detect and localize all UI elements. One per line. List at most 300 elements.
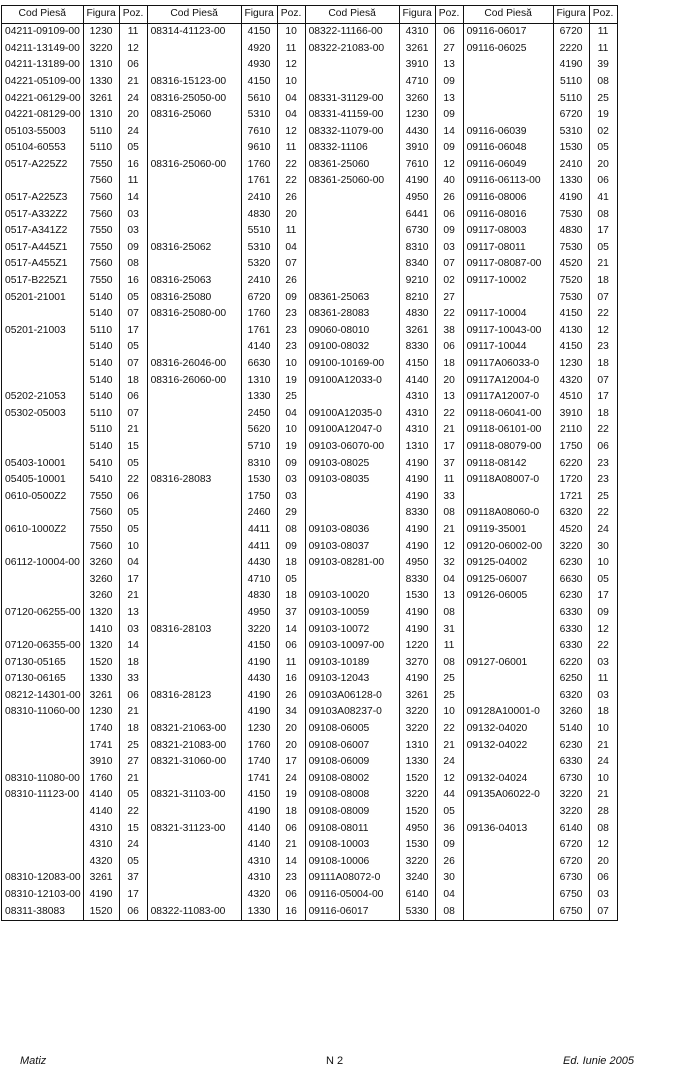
part-code-cell xyxy=(305,223,399,240)
position-cell: 41 xyxy=(589,190,617,207)
figure-cell: 2110 xyxy=(553,422,589,439)
part-code-cell: 09108-10006 xyxy=(305,854,399,871)
position-cell: 03 xyxy=(119,223,147,240)
position-cell: 13 xyxy=(119,605,147,622)
position-cell: 23 xyxy=(277,323,305,340)
figure-cell: 6330 xyxy=(553,605,589,622)
part-code-cell: 09116-06049 xyxy=(463,157,553,174)
part-code-cell: 08332-11079-00 xyxy=(305,124,399,141)
part-code-cell xyxy=(305,256,399,273)
figure-cell: 4190 xyxy=(553,190,589,207)
part-code-cell: 09118-08142 xyxy=(463,455,553,472)
position-cell: 21 xyxy=(119,588,147,605)
part-code-cell xyxy=(463,903,553,920)
position-cell: 26 xyxy=(435,190,463,207)
figure-cell: 4150 xyxy=(241,638,277,655)
position-cell: 12 xyxy=(119,41,147,58)
figure-cell: 6230 xyxy=(553,738,589,755)
figure-cell: 4190 xyxy=(399,605,435,622)
part-code-cell: 07120-06255-00 xyxy=(2,605,84,622)
figure-cell: 4520 xyxy=(553,256,589,273)
part-code-cell: 09111A08072-0 xyxy=(305,870,399,887)
position-cell: 03 xyxy=(119,621,147,638)
part-code-cell xyxy=(147,638,241,655)
part-code-cell xyxy=(463,57,553,74)
figure-cell: 1760 xyxy=(241,738,277,755)
part-code-cell: 09118-08079-00 xyxy=(463,439,553,456)
figure-cell: 4140 xyxy=(399,372,435,389)
part-code-cell: 09119-35001 xyxy=(463,522,553,539)
position-cell: 21 xyxy=(277,837,305,854)
position-cell: 18 xyxy=(119,655,147,672)
position-cell: 22 xyxy=(589,422,617,439)
figure-cell: 2220 xyxy=(553,41,589,58)
part-code-cell: 09103-08035 xyxy=(305,472,399,489)
position-cell: 24 xyxy=(119,124,147,141)
position-cell: 06 xyxy=(119,903,147,920)
figure-cell: 7560 xyxy=(83,256,119,273)
position-cell: 07 xyxy=(589,290,617,307)
part-code-cell: 08321-31123-00 xyxy=(147,821,241,838)
position-cell: 11 xyxy=(277,655,305,672)
position-cell: 25 xyxy=(435,688,463,705)
part-code-cell: 09103-08281-00 xyxy=(305,555,399,572)
table-row xyxy=(2,372,618,389)
figure-cell: 5310 xyxy=(241,107,277,124)
position-cell: 03 xyxy=(589,688,617,705)
part-code-cell: 09126-06005 xyxy=(463,588,553,605)
figure-cell: 1761 xyxy=(241,323,277,340)
part-code-cell xyxy=(305,489,399,506)
figure-cell: 3261 xyxy=(399,41,435,58)
part-code-cell xyxy=(147,256,241,273)
part-code-cell xyxy=(305,74,399,91)
table-row xyxy=(2,837,618,854)
position-cell: 17 xyxy=(119,323,147,340)
figure-cell: 1760 xyxy=(241,306,277,323)
part-code-cell: 0517-B225Z1 xyxy=(2,273,84,290)
part-code-cell xyxy=(147,771,241,788)
figure-cell: 1740 xyxy=(241,754,277,771)
part-code-cell xyxy=(305,240,399,257)
part-code-cell xyxy=(305,389,399,406)
part-code-cell xyxy=(2,306,84,323)
figure-cell: 7530 xyxy=(553,240,589,257)
part-code-cell xyxy=(147,655,241,672)
position-cell: 07 xyxy=(119,406,147,423)
position-cell: 26 xyxy=(277,273,305,290)
part-code-cell: 09103-10059 xyxy=(305,605,399,622)
header-figura: Figura xyxy=(399,6,435,24)
part-code-cell: 09117-10044 xyxy=(463,339,553,356)
figure-cell: 2450 xyxy=(241,406,277,423)
figure-cell: 6220 xyxy=(553,655,589,672)
part-code-cell: 09117A12007-0 xyxy=(463,389,553,406)
figure-cell: 5410 xyxy=(83,472,119,489)
figure-cell: 1530 xyxy=(399,837,435,854)
position-cell: 13 xyxy=(435,588,463,605)
figure-cell: 5110 xyxy=(83,406,119,423)
figure-cell: 3220 xyxy=(399,721,435,738)
figure-cell: 5320 xyxy=(241,256,277,273)
figure-cell: 1410 xyxy=(83,621,119,638)
position-cell: 05 xyxy=(119,339,147,356)
figure-cell: 1750 xyxy=(241,489,277,506)
position-cell: 30 xyxy=(589,538,617,555)
figure-cell: 4710 xyxy=(241,572,277,589)
position-cell: 06 xyxy=(119,57,147,74)
part-code-cell xyxy=(2,588,84,605)
part-code-cell: 08321-31060-00 xyxy=(147,754,241,771)
table-row xyxy=(2,655,618,672)
part-code-cell xyxy=(463,605,553,622)
part-code-cell: 09116-06025 xyxy=(463,41,553,58)
position-cell: 06 xyxy=(277,821,305,838)
figure-cell: 4430 xyxy=(399,124,435,141)
part-code-cell xyxy=(463,870,553,887)
position-cell: 06 xyxy=(589,870,617,887)
figure-cell: 6220 xyxy=(553,455,589,472)
figure-cell: 9610 xyxy=(241,140,277,157)
table-row xyxy=(2,588,618,605)
figure-cell: 1741 xyxy=(83,738,119,755)
position-cell: 10 xyxy=(589,721,617,738)
position-cell: 14 xyxy=(277,621,305,638)
figure-cell: 6230 xyxy=(553,555,589,572)
figure-cell: 6750 xyxy=(553,887,589,904)
figure-cell: 7610 xyxy=(399,157,435,174)
position-cell: 27 xyxy=(435,290,463,307)
position-cell: 07 xyxy=(589,903,617,920)
position-cell: 18 xyxy=(435,356,463,373)
figure-cell: 8330 xyxy=(399,339,435,356)
figure-cell: 1530 xyxy=(553,140,589,157)
table-row xyxy=(2,90,618,107)
part-code-cell: 08316-15123-00 xyxy=(147,74,241,91)
position-cell: 22 xyxy=(589,306,617,323)
figure-cell: 3910 xyxy=(399,140,435,157)
figure-cell: 3260 xyxy=(83,588,119,605)
part-code-cell xyxy=(147,323,241,340)
part-code-cell: 09103-10097-00 xyxy=(305,638,399,655)
part-code-cell: 08310-11080-00 xyxy=(2,771,84,788)
part-code-cell xyxy=(2,837,84,854)
parts-table xyxy=(1,5,618,921)
figure-cell: 7560 xyxy=(83,207,119,224)
figure-cell: 6730 xyxy=(399,223,435,240)
position-cell: 06 xyxy=(589,439,617,456)
table-row xyxy=(2,406,618,423)
figure-cell: 4140 xyxy=(241,837,277,854)
figure-cell: 5110 xyxy=(553,90,589,107)
table-row xyxy=(2,422,618,439)
table-row xyxy=(2,157,618,174)
figure-cell: 1310 xyxy=(399,738,435,755)
figure-cell: 3220 xyxy=(241,621,277,638)
part-code-cell xyxy=(147,41,241,58)
position-cell: 20 xyxy=(589,854,617,871)
figure-cell: 5710 xyxy=(241,439,277,456)
figure-cell: 7560 xyxy=(83,173,119,190)
part-code-cell xyxy=(2,173,84,190)
part-code-cell xyxy=(2,621,84,638)
position-cell: 22 xyxy=(589,505,617,522)
position-cell: 10 xyxy=(277,74,305,91)
table-row xyxy=(2,854,618,871)
part-code-cell: 09116-05004-00 xyxy=(305,887,399,904)
part-code-cell: 08316-25050-00 xyxy=(147,90,241,107)
figure-cell: 1310 xyxy=(241,372,277,389)
table-row xyxy=(2,173,618,190)
figure-cell: 1520 xyxy=(399,771,435,788)
part-code-cell: 08331-41159-00 xyxy=(305,107,399,124)
figure-cell: 3220 xyxy=(399,704,435,721)
figure-cell: 6720 xyxy=(553,24,589,41)
position-cell: 18 xyxy=(277,804,305,821)
position-cell: 04 xyxy=(119,555,147,572)
figure-cell: 4930 xyxy=(241,57,277,74)
figure-cell: 4310 xyxy=(399,422,435,439)
position-cell: 40 xyxy=(435,173,463,190)
part-code-cell xyxy=(305,190,399,207)
position-cell: 04 xyxy=(277,406,305,423)
figure-cell: 7550 xyxy=(83,240,119,257)
position-cell: 26 xyxy=(277,688,305,705)
figure-cell: 6320 xyxy=(553,505,589,522)
position-cell: 09 xyxy=(119,240,147,257)
position-cell: 06 xyxy=(119,389,147,406)
figure-cell: 4140 xyxy=(83,804,119,821)
figure-cell: 4150 xyxy=(241,74,277,91)
position-cell: 10 xyxy=(277,24,305,41)
part-code-cell: 09118A08007-0 xyxy=(463,472,553,489)
position-cell: 11 xyxy=(277,223,305,240)
part-code-cell: 0517-A225Z3 xyxy=(2,190,84,207)
position-cell: 10 xyxy=(277,422,305,439)
figure-cell: 4150 xyxy=(553,306,589,323)
part-code-cell: 09108-08011 xyxy=(305,821,399,838)
part-code-cell: 09118A08060-0 xyxy=(463,505,553,522)
part-code-cell: 05202-21053 xyxy=(2,389,84,406)
table-row xyxy=(2,887,618,904)
figure-cell: 1310 xyxy=(83,57,119,74)
figure-cell: 5110 xyxy=(83,422,119,439)
position-cell: 11 xyxy=(119,24,147,41)
figure-cell: 4320 xyxy=(553,372,589,389)
figure-cell: 4190 xyxy=(241,704,277,721)
table-row xyxy=(2,555,618,572)
part-code-cell: 04211-13189-00 xyxy=(2,57,84,74)
part-code-cell xyxy=(463,74,553,91)
part-code-cell: 09116-06048 xyxy=(463,140,553,157)
position-cell: 32 xyxy=(435,555,463,572)
position-cell: 31 xyxy=(435,621,463,638)
figure-cell: 4830 xyxy=(241,588,277,605)
part-code-cell xyxy=(2,738,84,755)
part-code-cell: 09100A12033-0 xyxy=(305,372,399,389)
figure-cell: 1520 xyxy=(83,655,119,672)
position-cell: 24 xyxy=(119,837,147,854)
position-cell: 02 xyxy=(435,273,463,290)
part-code-cell xyxy=(305,572,399,589)
part-code-cell: 08310-12103-00 xyxy=(2,887,84,904)
position-cell: 22 xyxy=(435,406,463,423)
part-code-cell: 09117-08003 xyxy=(463,223,553,240)
position-cell: 05 xyxy=(119,787,147,804)
part-code-cell: 07120-06355-00 xyxy=(2,638,84,655)
position-cell: 34 xyxy=(277,704,305,721)
figure-cell: 3261 xyxy=(399,688,435,705)
table-row xyxy=(2,439,618,456)
figure-cell: 5110 xyxy=(83,323,119,340)
part-code-cell: 09060-08010 xyxy=(305,323,399,340)
part-code-cell: 09132-04020 xyxy=(463,721,553,738)
part-code-cell: 08316-25080 xyxy=(147,290,241,307)
figure-cell: 1220 xyxy=(399,638,435,655)
position-cell: 16 xyxy=(277,903,305,920)
table-row xyxy=(2,140,618,157)
position-cell: 18 xyxy=(589,273,617,290)
part-code-cell xyxy=(463,837,553,854)
part-code-cell: 04221-06129-00 xyxy=(2,90,84,107)
table-row xyxy=(2,207,618,224)
part-code-cell: 08322-11083-00 xyxy=(147,903,241,920)
part-code-cell xyxy=(147,837,241,854)
part-code-cell: 0517-A341Z2 xyxy=(2,223,84,240)
position-cell: 07 xyxy=(119,306,147,323)
figure-cell: 6230 xyxy=(553,588,589,605)
figure-cell: 7550 xyxy=(83,489,119,506)
position-cell: 04 xyxy=(277,240,305,257)
figure-cell: 1320 xyxy=(83,638,119,655)
part-code-cell: 08321-21083-00 xyxy=(147,738,241,755)
figure-cell: 4411 xyxy=(241,538,277,555)
figure-cell: 4830 xyxy=(241,207,277,224)
part-code-cell: 09100A12035-0 xyxy=(305,406,399,423)
position-cell: 12 xyxy=(589,323,617,340)
position-cell: 12 xyxy=(589,621,617,638)
figure-cell: 5140 xyxy=(83,339,119,356)
position-cell: 38 xyxy=(435,323,463,340)
part-code-cell: 09100-08032 xyxy=(305,339,399,356)
part-code-cell: 08321-21063-00 xyxy=(147,721,241,738)
position-cell: 04 xyxy=(277,90,305,107)
figure-cell: 4510 xyxy=(553,389,589,406)
part-code-cell: 05201-21001 xyxy=(2,290,84,307)
header-poz: Poz. xyxy=(119,6,147,24)
position-cell: 20 xyxy=(435,372,463,389)
table-row xyxy=(2,738,618,755)
figure-cell: 6330 xyxy=(553,621,589,638)
table-row xyxy=(2,472,618,489)
part-code-cell xyxy=(2,505,84,522)
figure-cell: 3261 xyxy=(399,323,435,340)
table-row xyxy=(2,290,618,307)
part-code-cell: 08310-11123-00 xyxy=(2,787,84,804)
position-cell: 15 xyxy=(119,439,147,456)
figure-cell: 5330 xyxy=(399,903,435,920)
part-code-cell: 07130-05165 xyxy=(2,655,84,672)
figure-cell: 5110 xyxy=(553,74,589,91)
part-code-cell: 09116-06113-00 xyxy=(463,173,553,190)
table-row xyxy=(2,704,618,721)
position-cell: 23 xyxy=(277,339,305,356)
table-row xyxy=(2,223,618,240)
position-cell: 20 xyxy=(277,721,305,738)
figure-cell: 3220 xyxy=(399,854,435,871)
part-code-cell: 05103-55003 xyxy=(2,124,84,141)
figure-cell: 6720 xyxy=(553,854,589,871)
figure-cell: 8310 xyxy=(399,240,435,257)
table-row xyxy=(2,107,618,124)
figure-cell: 5140 xyxy=(83,290,119,307)
figure-cell: 4950 xyxy=(399,190,435,207)
position-cell: 08 xyxy=(435,903,463,920)
part-code-cell: 09103-08036 xyxy=(305,522,399,539)
part-code-cell: 0517-A332Z2 xyxy=(2,207,84,224)
part-code-cell xyxy=(147,190,241,207)
part-code-cell: 08322-11166-00 xyxy=(305,24,399,41)
figure-cell: 4950 xyxy=(399,821,435,838)
part-code-cell: 08361-25063 xyxy=(305,290,399,307)
figure-cell: 7520 xyxy=(553,273,589,290)
part-code-cell: 08331-31129-00 xyxy=(305,90,399,107)
footer-edition: Ed. Iunie 2005 xyxy=(563,1055,634,1067)
part-code-cell: 09127-06001 xyxy=(463,655,553,672)
part-code-cell: 09125-06007 xyxy=(463,572,553,589)
figure-cell: 4310 xyxy=(399,24,435,41)
figure-cell: 1320 xyxy=(83,605,119,622)
figure-cell: 1330 xyxy=(241,903,277,920)
table-row xyxy=(2,621,618,638)
figure-cell: 1230 xyxy=(83,704,119,721)
position-cell: 04 xyxy=(435,887,463,904)
position-cell: 09 xyxy=(435,107,463,124)
figure-cell: 6320 xyxy=(553,688,589,705)
part-code-cell xyxy=(463,754,553,771)
table-row xyxy=(2,804,618,821)
position-cell: 07 xyxy=(277,256,305,273)
figure-cell: 1520 xyxy=(399,804,435,821)
part-code-cell xyxy=(147,406,241,423)
position-cell: 33 xyxy=(119,671,147,688)
figure-cell: 1750 xyxy=(553,439,589,456)
part-code-cell: 09108-08002 xyxy=(305,771,399,788)
figure-cell: 6630 xyxy=(241,356,277,373)
table-row xyxy=(2,489,618,506)
part-code-cell xyxy=(2,356,84,373)
part-code-cell: 09103-10189 xyxy=(305,655,399,672)
part-code-cell: 09103A06128-0 xyxy=(305,688,399,705)
table-row xyxy=(2,721,618,738)
position-cell: 08 xyxy=(277,522,305,539)
position-cell: 19 xyxy=(589,107,617,124)
part-code-cell: 08361-28083 xyxy=(305,306,399,323)
figure-cell: 4190 xyxy=(553,57,589,74)
position-cell: 18 xyxy=(277,555,305,572)
position-cell: 08 xyxy=(435,505,463,522)
figure-cell: 1721 xyxy=(553,489,589,506)
figure-cell: 4320 xyxy=(241,887,277,904)
part-code-cell xyxy=(2,372,84,389)
position-cell: 24 xyxy=(119,90,147,107)
figure-cell: 4150 xyxy=(399,356,435,373)
figure-cell: 4310 xyxy=(83,837,119,854)
figure-cell: 5140 xyxy=(83,389,119,406)
part-code-cell: 09108-08008 xyxy=(305,787,399,804)
part-code-cell: 09125-04002 xyxy=(463,555,553,572)
part-code-cell: 09117-10043-00 xyxy=(463,323,553,340)
